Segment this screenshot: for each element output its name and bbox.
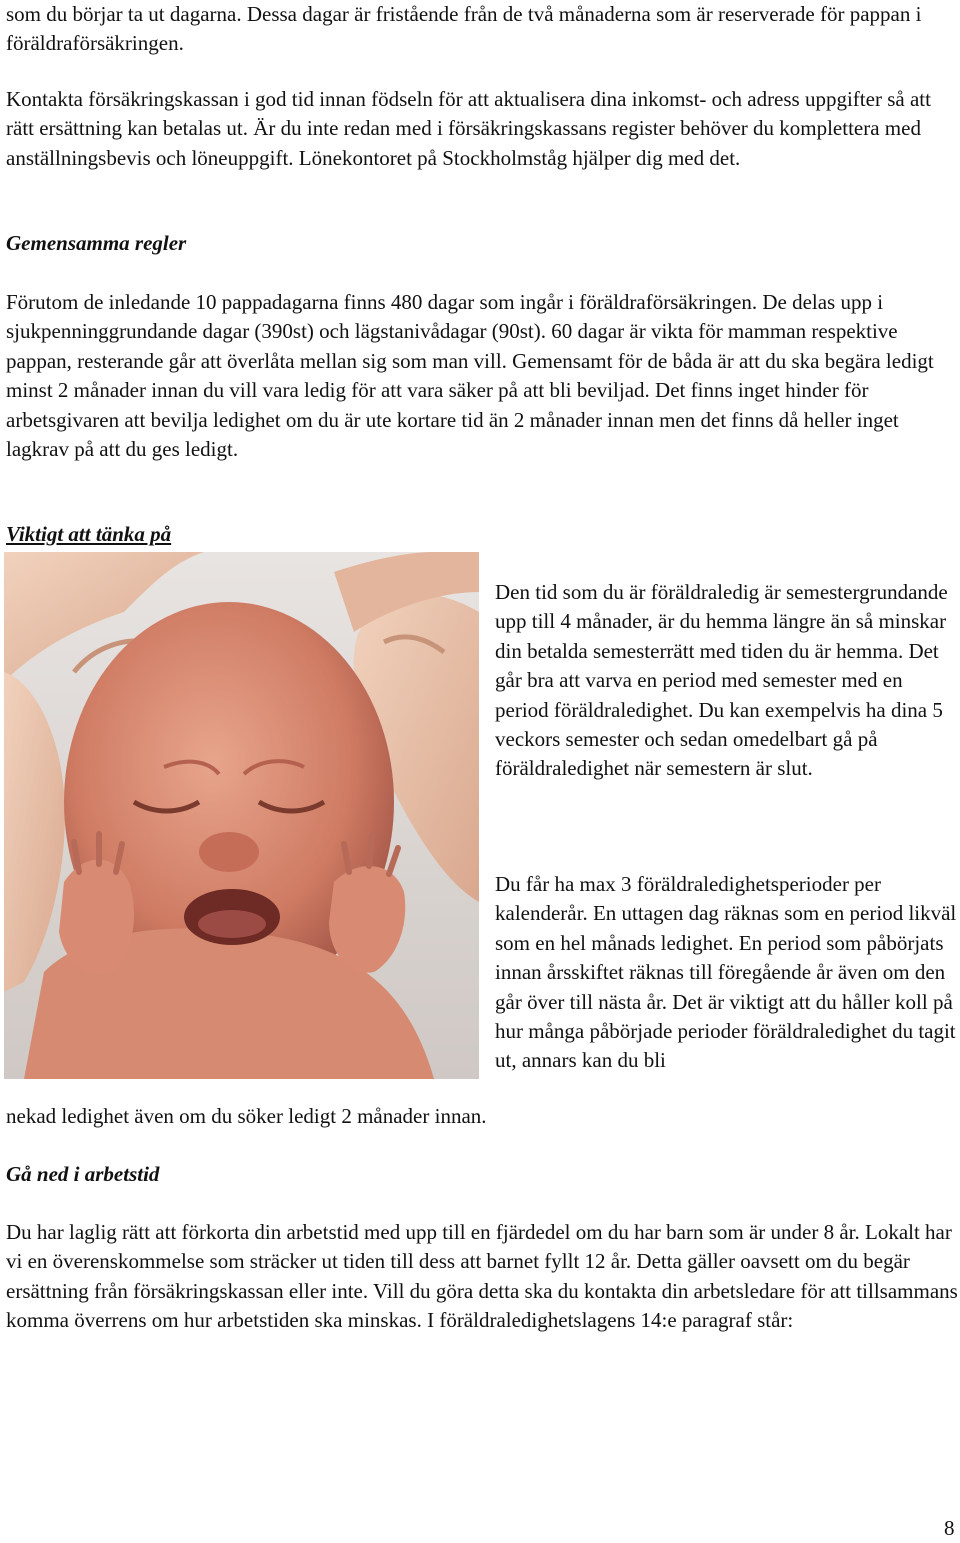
heading-reduced-hours: Gå ned i arbetstid	[6, 1162, 160, 1186]
paragraph-leave-periods: Du får ha max 3 föräldraledighetsperioder per kalenderår. En uttagen dag räknas som en period likväl som en hel månads ledighet. En period som påbörjats innan årsskiftet räknas till föregående år även om den går över till nästa år. Det är viktigt att du håller koll på hur många påbörjade perioder föräldraledighet du tagit ut, annars kan du bli	[495, 872, 957, 1073]
paragraph-contact-insurance: Kontakta försäkringskassan i god tid innan födseln för att aktualisera dina inkomst- och adress uppgifter så att rätt ersättning kan betalas ut. Är du inte redan med i försäkringskassans register behöver du komplettera med anställningsbevis och löneuppgift. Lönekontoret på Stockholmståg hjälper dig med det.	[6, 87, 931, 170]
heading-important: Viktigt att tänka på	[6, 522, 172, 546]
heading-common-rules: Gemensamma regler	[6, 231, 187, 255]
paragraph-vacation-accrual: Den tid som du är föräldraledig är semestergrundande upp till 4 månader, är du hemma längre än så minskar din betalda semesterrätt med tiden du är hemma. Det går bra att varva en period med semester med en period föräldraledighet. Du kan exempelvis ha dina 5 veckors semester och sedan omedelbart gå på föräldraledighet när semestern är slut.	[495, 580, 948, 781]
paragraph-reduced-hours: Du har laglig rätt att förkorta din arbetstid med upp till en fjärdedel om du har barn som är under 8 år. Lokalt har vi en överenskommelse som sträcker ut tiden till dess att barnet fyllt 12 år. Detta gäller oavsett om du begär ersättning från försäkringskassan eller inte. Vill du göra detta ska du kontakta din arbetsledare för att tillsammans komma överrens om hur arbetstiden ska minskas. I föräldraledighetslagens 14:e paragraf står:	[6, 1220, 958, 1333]
newborn-baby-photo	[4, 552, 479, 1079]
paragraph-leave-periods-continued: nekad ledighet även om du söker ledigt 2 månader innan.	[6, 1104, 487, 1128]
paragraph-common-rules: Förutom de inledande 10 pappadagarna finns 480 dagar som ingår i föräldraförsäkringen. De delas upp i sjukpenninggrundande dagar (390st) och lägstanivådagar (90st). 60 dagar är vikta för mamman respektive pappan, resterande går att överlåta mellan sig som man vill. Gemensamt för de båda är att du ska begära ledigt minst 2 månader innan du vill vara ledig för att vara säker på att bli beviljad. Det finns inget hinder för arbetsgivaren att bevilja ledighet om du är ute kortare tid än 2 månader innan men det finns då heller inget lagkrav på att du ges ledigt.	[6, 290, 934, 462]
page-number: 8	[944, 1516, 955, 1540]
paragraph-intro: som du börjar ta ut dagarna. Dessa dagar är fristående från de två månaderna som är reserverade för pappan i föräldraförsäkringen.	[6, 2, 922, 56]
